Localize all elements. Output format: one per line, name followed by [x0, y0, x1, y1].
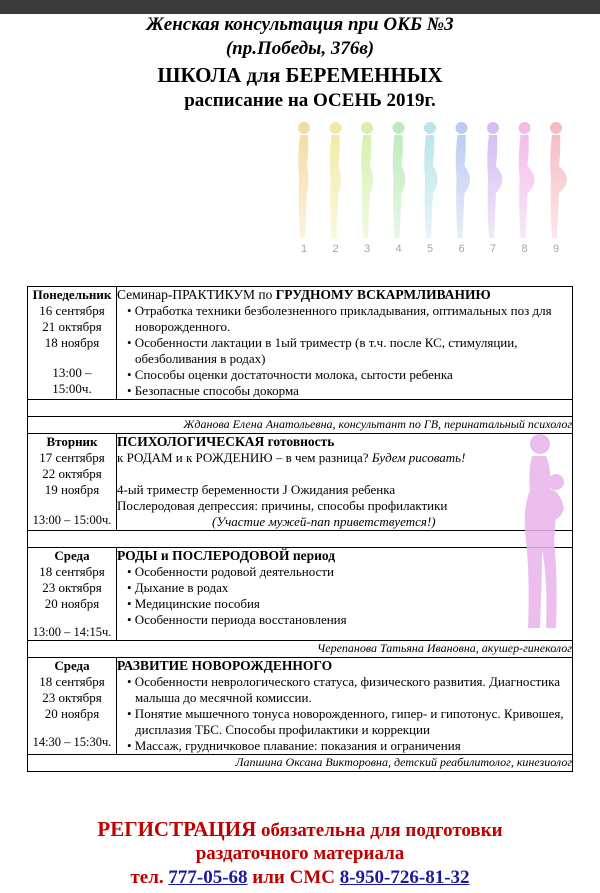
stage-number: 3 — [364, 243, 371, 255]
session-row-2 — [28, 434, 573, 531]
session-title-prefix: Семинар-ПРАКТИКУМ по — [117, 287, 276, 302]
stage-number: 5 — [427, 243, 434, 255]
top-bar — [0, 0, 600, 14]
session-date: 18 сентября — [39, 564, 105, 579]
session-time: 13:00 – 15:00ч. — [32, 513, 112, 527]
session-date: 18 сентября — [39, 674, 105, 689]
schedule-table — [27, 286, 573, 772]
session-date: 20 ноября — [44, 706, 100, 721]
session-author: Жданова Елена Анатольевна, консультант по ГВ, перинатальный психолог — [28, 417, 573, 434]
session-line: Послеродовая депрессия: причины, способы профилактики — [117, 498, 448, 513]
session-title: ГРУДНОМУ ВСКАРМЛИВАНИЮ — [275, 287, 491, 302]
session-4-content — [117, 658, 573, 755]
session-date: 16 сентября — [39, 303, 105, 318]
session-1-content — [117, 287, 573, 400]
session-bullet: • Особенности неврологического статуса, физического развития. Диагностика малыша до месячной комиссии. — [127, 674, 561, 705]
session-bullet: • Особенности лактации в 1ый триместр (в т.ч. после КС, стимуляции, обезболивания в родах) — [127, 335, 518, 366]
session-line: 4-ый триместр беременности J Ожидания ребенка — [117, 482, 396, 497]
session-bullet: • Понятие мышечного тонуса новорожденного, гипер- и гипотонус. Кривошея, дисплазия ТБС. Способы профилактики и коррекции — [127, 706, 564, 737]
mother-with-baby-illustration — [500, 430, 580, 630]
contact-line — [0, 867, 600, 889]
registration-word: РЕГИСТРАЦИЯ — [97, 817, 257, 841]
session-bullet: • Массаж, грудничковое плавание: показания и ограничения — [127, 738, 461, 753]
session-bullet: • Отработка техники безболезненного прикладывания, оптимальных поз для новорожденного. — [127, 303, 552, 334]
session-3-day-cell — [28, 548, 117, 641]
session-time: 13:00 – 15:00ч. — [52, 365, 92, 396]
session-row-3 — [28, 548, 573, 641]
session-subtitle: к РОДАМ и к РОЖДЕНИЮ – в чем разница? — [117, 450, 369, 465]
session-date: 20 ноября — [44, 596, 100, 611]
session-bullet: • Безопасные способы докорма — [127, 383, 299, 398]
session-date: 21 октября — [42, 319, 102, 334]
sms-label: или СМС — [247, 867, 340, 888]
session-subtitle-italic: Будем рисовать! — [371, 450, 466, 465]
stage-number: 4 — [395, 243, 402, 255]
stage-number: 8 — [521, 243, 528, 255]
session-bullet: • Дыхание в родах — [127, 580, 229, 595]
row-spacer — [28, 531, 573, 548]
row-spacer — [28, 400, 573, 417]
sms-link[interactable]: 8-950-726-81-32 — [339, 867, 470, 888]
session-2-day-cell — [28, 434, 117, 531]
session-date: 18 ноября — [44, 335, 100, 350]
registration-rest: обязательна для подготовки — [256, 820, 503, 841]
pregnancy-stages-illustration — [290, 118, 580, 258]
session-date: 23 октября — [42, 690, 102, 705]
clinic-name: Женская консультация при ОКБ №3 — [146, 14, 454, 35]
session-author: Лапшина Оксана Викторовна, детский реабилитолог, кинезиолог — [28, 755, 573, 772]
tel-label: тел. — [130, 867, 169, 888]
stage-number: 1 — [301, 243, 308, 255]
session-bullet: • Особенности периода восстановления — [127, 612, 347, 627]
session-time: 14:30 – 15:30ч. — [32, 735, 112, 749]
session-row-1 — [28, 287, 573, 400]
session-1-day-cell — [28, 287, 117, 400]
stage-number: 2 — [332, 243, 339, 255]
session-bullet: • Особенности родовой деятельности — [127, 564, 334, 579]
stage-number: 7 — [490, 243, 497, 255]
stage-number: 6 — [458, 243, 465, 255]
session-bullet: • Способы оценки достаточности молока, сытости ребенка — [127, 367, 453, 382]
school-title: ШКОЛА для БЕРЕМЕННЫХ — [157, 63, 443, 87]
session-title: РОДЫ и ПОСЛЕРОДОВОЙ период — [117, 548, 336, 563]
session-day: Среда — [54, 548, 90, 563]
session-day: Понедельник — [32, 287, 112, 302]
session-date: 17 сентября — [39, 450, 105, 465]
session-note: (Участие мужей-пап приветствуется!) — [212, 514, 436, 529]
registration-line — [0, 817, 600, 842]
session-date: 19 ноября — [44, 482, 100, 497]
session-time: 13:00 – 14:15ч. — [32, 625, 112, 639]
session-row-4 — [28, 658, 573, 755]
phone-link[interactable]: 777-05-68 — [168, 867, 248, 888]
clinic-address: (пр.Победы, 376в) — [225, 38, 375, 59]
schedule-subtitle: расписание на ОСЕНЬ 2019г. — [184, 90, 436, 111]
session-bullet: • Медицинские пособия — [127, 596, 260, 611]
session-day: Вторник — [46, 434, 98, 449]
session-title: РАЗВИТИЕ НОВОРОЖДЕННОГО — [117, 658, 333, 673]
handout-line: раздаточного материала — [195, 843, 405, 864]
session-day: Среда — [54, 658, 90, 673]
stage-number: 9 — [553, 243, 560, 255]
session-title: ПСИХОЛОГИЧЕСКАЯ готовность — [117, 434, 335, 449]
session-4-day-cell — [28, 658, 117, 755]
session-date: 22 октября — [42, 466, 102, 481]
session-date: 23 октября — [42, 580, 102, 595]
session-author: Черепанова Татьяна Ивановна, акушер-гинеколог — [28, 641, 573, 658]
